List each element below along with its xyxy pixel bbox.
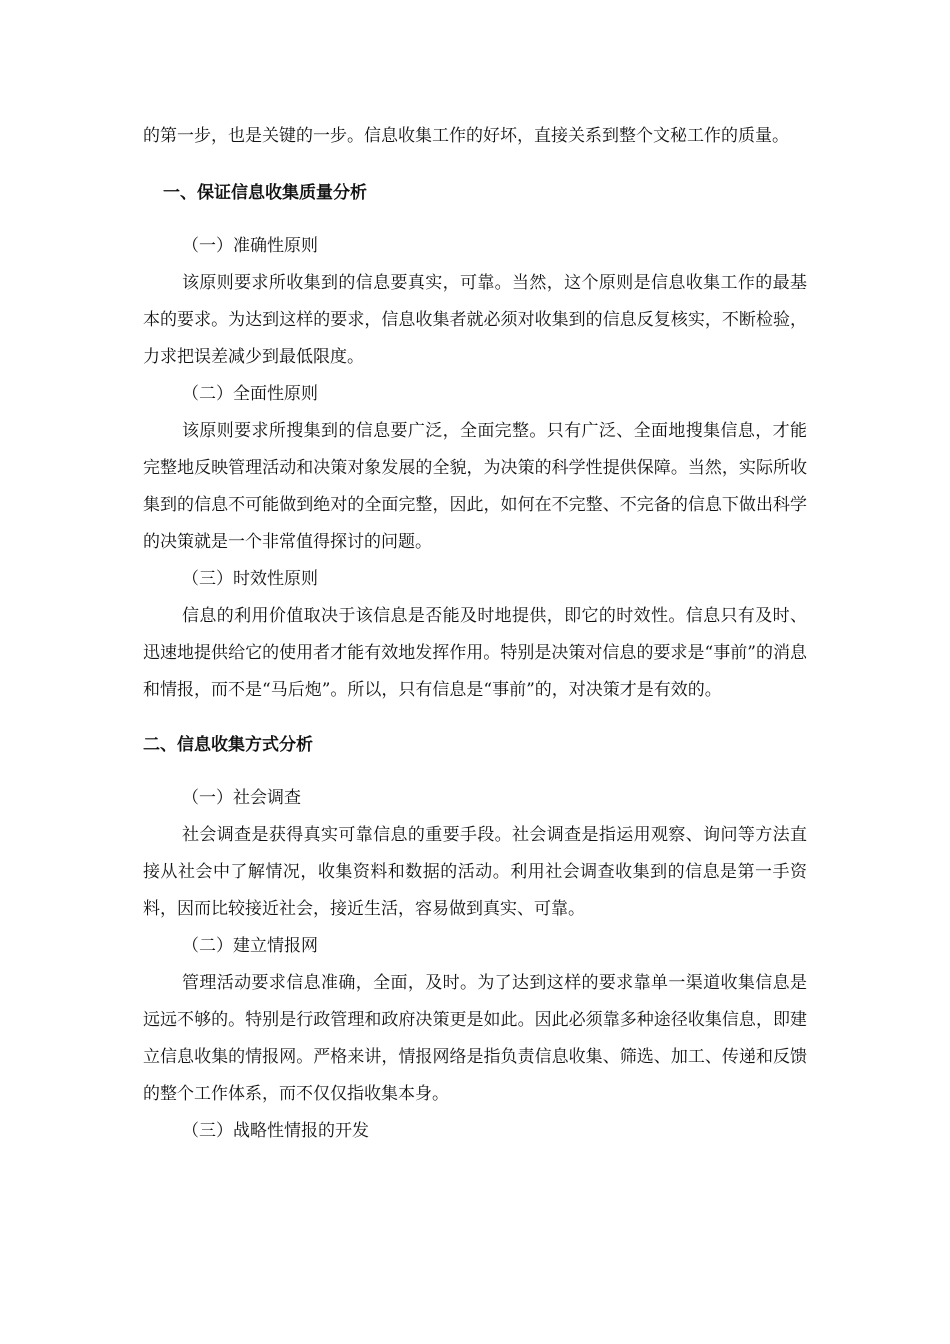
section-1-item-1-body: 该原则要求所收集到的信息要真实，可靠。当然，这个原则是信息收集工作的最基本的要求。为达到这样的要求，信息收集者就必须对收集到的信息反复核实，不断检验，力求把误差减少到最低限度。 bbox=[143, 273, 807, 367]
section-1-item-3-title: （三）时效性原则 bbox=[182, 569, 318, 589]
section-2-item-1-title: （一）社会调查 bbox=[182, 788, 301, 808]
document-page bbox=[143, 118, 807, 1150]
intro-paragraph: 的第一步，也是关键的一步。信息收集工作的好坏，直接关系到整个文秘工作的质量。 bbox=[143, 126, 789, 146]
section-2-item-2-title: （二）建立情报网 bbox=[182, 936, 318, 956]
section-1-item-1-title: （一）准确性原则 bbox=[182, 236, 318, 256]
section-2-heading: 二、信息收集方式分析 bbox=[143, 735, 313, 755]
section-2-item-2-body: 管理活动要求信息准确，全面，及时。为了达到这样的要求靠单一渠道收集信息是远远不够的。特别是行政管理和政府决策更是如此。因此必须靠多种途径收集信息，即建立信息收集的情报网。严格来讲，情报网络是指负责信息收集、筛选、加工、传递和反馈的整个工作体系，而不仅仅指收集本身。 bbox=[143, 973, 807, 1104]
section-1-item-2-body: 该原则要求所搜集到的信息要广泛，全面完整。只有广泛、全面地搜集信息，才能完整地反映管理活动和决策对象发展的全貌，为决策的科学性提供保障。当然，实际所收集到的信息不可能做到绝对的全面完整，因此，如何在不完整、不完备的信息下做出科学的决策就是一个非常值得探讨的问题。 bbox=[143, 421, 807, 552]
section-1-item-3-body: 信息的利用价值取决于该信息是否能及时地提供，即它的时效性。信息只有及时、迅速地提供给它的使用者才能有效地发挥作用。特别是决策对信息的要求是“事前”的消息和情报，而不是“马后炮”。所以，只有信息是“事前”的，对决策才是有效的。 bbox=[143, 606, 807, 700]
section-2-item-1-body: 社会调查是获得真实可靠信息的重要手段。社会调查是指运用观察、询问等方法直接从社会中了解情况，收集资料和数据的活动。利用社会调查收集到的信息是第一手资料，因而比较接近社会，接近生活，容易做到真实、可靠。 bbox=[143, 825, 807, 919]
section-1-heading: 一、保证信息收集质量分析 bbox=[163, 183, 367, 203]
section-2-item-3-title: （三）战略性情报的开发 bbox=[182, 1121, 369, 1141]
section-1-item-2-title: （二）全面性原则 bbox=[182, 384, 318, 404]
